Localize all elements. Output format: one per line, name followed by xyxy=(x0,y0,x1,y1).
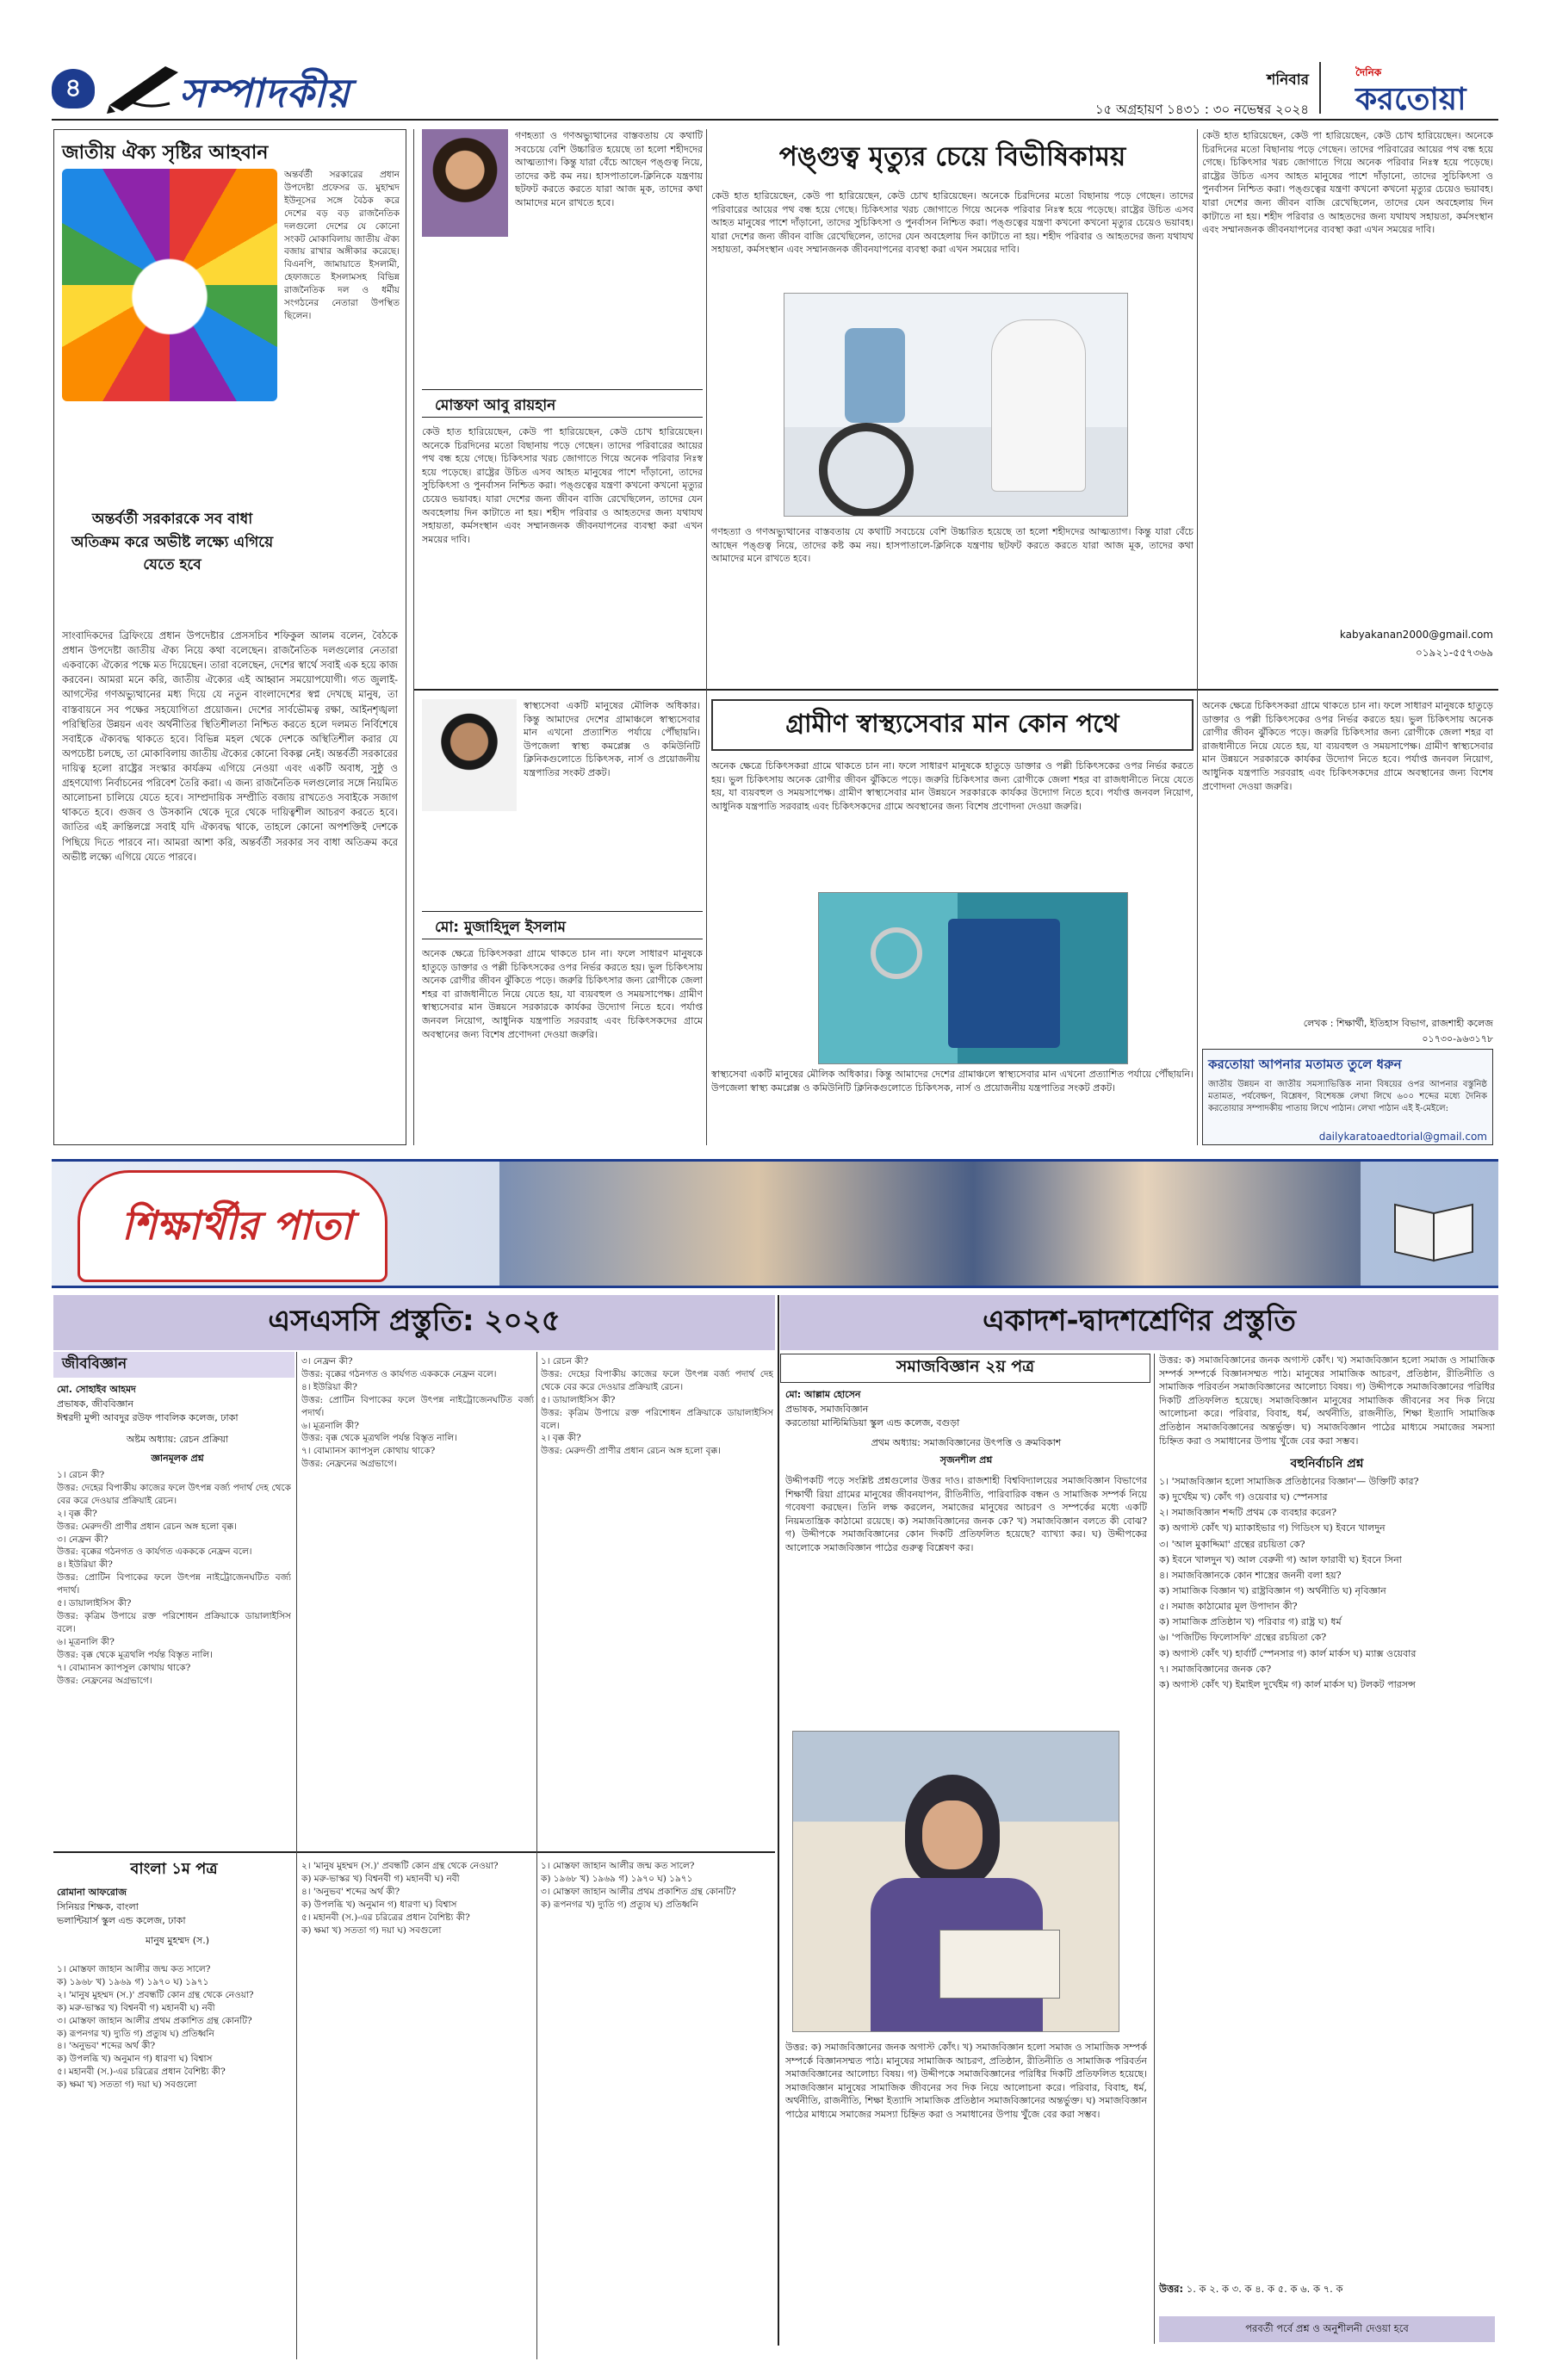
article1-body2: কেউ হাত হারিয়েছেন, কেউ পা হারিয়েছেন, কেউ চোখ হারিয়েছেন। অনেকে চিরদিনের মতো বিছানায় পড়ে গেছেন। তাদের পরিবারের আয়ের পথ বন্ধ হয়ে গেছে। চিকিৎসার খরচ জোগাতে গিয়ে অনেক পরিবার নিঃস্ব হয়ে পড়েছে। রাষ্ট্রের উচিত এসব আহত মানুষের পাশে দাঁড়ানো, তাদের সুচিকিৎসা ও পুনর্বাসন নিশ্চিত করা। পঙ্গুত্বের যন্ত্রণা কখনো কখনো মৃত্যুর চেয়েও ভয়াবহ। যারা দেশের জন্য জীবন বাজি রেখেছিলেন, তাদের যেন অবহেলায় দিন কাটাতে না হয়। শহীদ পরিবার ও আহতদের জন্য যথাযথ সহায়তা, কর্মসংস্থান এবং সম্মানজনক জীবনযাপনের ব্যবস্থা করা এখন সময়ের দাবি। xyxy=(422,426,703,545)
ssc-q1-line: ৩। নেফ্রন কী? xyxy=(301,1356,353,1367)
article2-headline-box xyxy=(711,699,1194,751)
hsc-header xyxy=(780,1295,1498,1350)
hsc-teacher: মো: আল্লাম হোসেন xyxy=(785,1389,861,1400)
article1-body-mid: কেউ হাত হারিয়েছেন, কেউ পা হারিয়েছেন, কেউ চোখ হারিয়েছেন। অনেকে চিরদিনের মতো বিছানায় পড়ে গেছেন। তাদের পরিবারের আয়ের পথ বন্ধ হয়ে গেছে। চিকিৎসার খরচ জোগাতে গিয়ে অনেক পরিবার নিঃস্ব হয়ে পড়েছে। রাষ্ট্রের উচিত এসব আহত মানুষের পাশে দাঁড়ানো, তাদের সুচিকিৎসা ও পুনর্বাসন নিশ্চিত করা। পঙ্গুত্বের যন্ত্রণা কখনো কখনো মৃত্যুর চেয়েও ভয়াবহ। যারা দেশের জন্য জীবন বাজি রেখেছিলেন, তাদের যেন অবহেলায় দিন কাটাতে না হয়। শহীদ পরিবার ও আহতদের জন্য যথাযথ সহায়তা, কর্মসংস্থান এবং সম্মানজনক জীবনযাপনের ব্যবস্থা করা এখন সময়ের দাবি। xyxy=(711,190,1194,256)
ssc-q2-line: ৩। মোস্তফা জাহান আলীর প্রথম প্রকাশিত গ্রন্থ কোনটি? xyxy=(57,2015,252,2026)
author1-rule xyxy=(422,389,703,390)
opinion-text: জাতীয় উন্নয়ন বা জাতীয় সমস্যাভিত্তিক নানা বিষয়ের ওপর আপনার বস্তুনিষ্ঠ মতামত, পর্যবেক্ষণ, বিশ্লেষণ, বিশেষজ্ঞ লেখা লিখে ৬০০ শব্দের মধ্যে দৈনিক করতোয়ার সম্পাদকীয় পাতায় লিখে পাঠান। লেখা পাঠান এই ই-মেইলে: xyxy=(1208,1080,1487,1114)
opinion-email[interactable]: dailykaratoaedtorial@gmail.com xyxy=(1318,1131,1487,1143)
ssc-q1-line: উত্তর: কৃত্রিম উপায়ে রক্ত পরিশোধন প্রক্রিয়াকে ডায়ালাইসিস বলে। xyxy=(541,1407,773,1431)
hsc-teacher-role: প্রভাষক, সমাজবিজ্ঞান xyxy=(785,1403,869,1415)
ssc-q1-line: উত্তর: বৃক্ক থেকে মূত্রথলি পর্যন্ত বিস্তৃত নালি। xyxy=(57,1649,213,1660)
ssc-q2-line: ক) ক্ষমা খ) সততা গ) দয়া ঘ) সবগুলো xyxy=(301,1924,442,1936)
article2-writer-note: লেখক : শিক্ষার্থী, ইতিহাস বিভাগ, রাজশাহী কলেজ xyxy=(1303,1018,1493,1029)
ssc-questions2 xyxy=(57,1963,291,2342)
ssc-teacher2-role: সিনিয়র শিক্ষক, বাংলা xyxy=(57,1900,139,1912)
ssc-q2-line: ১। মোস্তফা জাহান আলীর জন্ম কত সালে? xyxy=(57,1964,211,1974)
hsc-subject-box xyxy=(780,1354,1150,1383)
ssc-teacher2: রোমানা আফরোজ xyxy=(57,1887,127,1898)
mid-rule xyxy=(413,689,1498,691)
article2-phone: ০১৭৩০-৯৬৩১৭৮ xyxy=(1422,1033,1493,1044)
article2-author: মো: মুজাহিদুল ইসলাম xyxy=(435,919,566,936)
student-reading-image xyxy=(792,1731,1119,2032)
ssc-q1-line: উত্তর: নেফ্রনের অগ্রভাগে। xyxy=(57,1675,152,1686)
hsc-subject: সমাজবিজ্ঞান ২য় পত্র xyxy=(896,1357,1035,1376)
section-divider xyxy=(778,1295,779,2346)
col-rule-3 xyxy=(1197,129,1198,1145)
ssc-q1-line: ১। রেচন কী? xyxy=(541,1356,589,1367)
section-title: সম্পাদকীয় xyxy=(179,70,350,116)
hsc-body: উদ্দীপকটি পড়ে সংশ্লিষ্ট প্রশ্নগুলোর উত্তর দাও। রাজশাহী বিশ্ববিদ্যালয়ের সমাজবিজ্ঞান বিভাগের শিক্ষার্থী রিয়া গ্রামের মানুষের জীবনযাপন, রীতিনীতি, পারিবারিক বন্ধন ও সামাজিক সম্পর্ক নিয়ে গবেষণা করছেন। তিনি লক্ষ করলেন, সমাজের মানুষের আচরণ ও সম্পর্কের মধ্যে একটি নিয়মতান্ত্রিক কাঠামো রয়েছে। ক) সমাজবিজ্ঞানের জনক কে? খ) সমাজবিজ্ঞান বলতে কী বোঝ? গ) উদ্দীপকে সমাজবিজ্ঞানের কোন দিকটি প্রতিফলিত হয়েছে? ব্যাখ্যা কর। ঘ) উদ্দীপকের আলোকে সমাজবিজ্ঞান পাঠের গুরুত্ব বিশ্লেষণ কর। xyxy=(785,1475,1147,1554)
article1-author: মোস্তফা আবু রায়হান xyxy=(435,397,556,414)
hsc-answer: উত্তর: ক) সমাজবিজ্ঞানের জনক অগাস্ট কোঁৎ। খ) সমাজবিজ্ঞান হলো সমাজ ও সামাজিক সম্পর্ক সম্পর্কে বিজ্ঞানসম্মত পাঠ। মানুষের সামাজিক আচরণ, প্রতিষ্ঠান, রীতিনীতি ও সামাজিক পরিবর্তন সমাজবিজ্ঞানের আলোচ্য বিষয়। গ) উদ্দীপকে সমাজবিজ্ঞানের পরিধির দিকটি প্রতিফলিত হয়েছে। সমাজবিজ্ঞান মানুষের সামাজিক জীবনের সব দিক নিয়ে আলোচনা করে। পরিবার, বিবাহ, ধর্ম, অর্থনীতি, রাজনীতি, শিক্ষা ইত্যাদি সামাজিক প্রতিষ্ঠান সমাজবিজ্ঞানের অন্তর্ভুক্ত। ঘ) সমাজবিজ্ঞান পাঠের মাধ্যমে সমাজের সমস্যা চিহ্নিত করা ও সমাধানের উপায় খুঁজে বের করা সম্ভব। xyxy=(785,2042,1147,2121)
ssc-q2-line: ৫। মহানবী (স.)-এর চরিত্রের প্রধান বৈশিষ্ট্য কী? xyxy=(57,2067,226,2078)
hsc-answer-key xyxy=(1159,2282,1495,2298)
ssc-q2-line: ক) রূপনগর খ) দ্যুতি গ) প্রত্যুষ ঘ) প্রতিধ্বনি xyxy=(541,1899,698,1910)
ssc-q1-line: উত্তর: দেহের বিপাকীয় কাজের ফলে উৎপন্ন বর্জ্য পদার্থ দেহ থেকে বের করে দেওয়ার প্রক্রিয়াই রেচন। xyxy=(57,1482,291,1506)
ssc-q1-line: ১। রেচন কী? xyxy=(57,1470,105,1480)
ssc-chapter1: অষ্টম অধ্যায়: রেচন প্রক্রিয়া xyxy=(126,1433,229,1445)
article2-headline: গ্রামীণ স্বাস্থ্যসেবার মান কোন পথে xyxy=(785,708,1119,738)
ssc-q1-line: ৫। ডায়ালাইসিস কী? xyxy=(541,1394,616,1405)
hsc-teacher-school: করতোয়া মাল্টিমিডিয়া স্কুল এন্ড কলেজ, বগুড়া xyxy=(785,1417,960,1429)
ssc-q1-line: উত্তর: বৃক্ক থেকে মূত্রথলি পর্যন্ত বিস্তৃত নালি। xyxy=(301,1433,457,1444)
paper-logo xyxy=(1319,62,1498,117)
ssc-subject1: জীববিজ্ঞান xyxy=(62,1355,127,1373)
ssc-questions2-col2 xyxy=(301,1860,534,2342)
ssc-teacher1-school: ঈশ্বরদী মুন্সী আবদুর রউফ পাবলিক কলেজ, ঢাকা xyxy=(57,1412,239,1423)
pen-icon xyxy=(105,62,183,114)
article2-body1: স্বাস্থ্যসেবা একটি মানুষের মৌলিক অধিকার। কিন্তু আমাদের দেশের গ্রামাঞ্চলে স্বাস্থ্যসেবার মান এখনো প্রত্যাশিত পর্যায়ে পৌঁছায়নি। উপজেলা স্বাস্থ্য কমপ্লেক্স ও কমিউনিটি ক্লিনিকগুলোতে চিকিৎসক, নার্স ও প্রয়োজনীয় যন্ত্রপাতির সংকট প্রকট। xyxy=(524,700,700,779)
article2-body-right: অনেক ক্ষেত্রে চিকিৎসকরা গ্রামে থাকতে চান না। ফলে সাধারণ মানুষকে হাতুড়ে ডাক্তার ও পল্লী চিকিৎসকের ওপর নির্ভর করতে হয়। ভুল চিকিৎসায় অনেক রোগীর জীবন ঝুঁকিতে পড়ে। জরুরি চিকিৎসার জন্য রোগীকে জেলা শহর বা রাজধানীতে নিয়ে যেতে হয়, যা ব্যয়বহুল ও সময়সাপেক্ষ। গ্রামীণ স্বাস্থ্যসেবার মান উন্নয়নে সরকারকে কার্যকর উদ্যোগ নিতে হবে। পর্যাপ্ত জনবল নিয়োগ, আধুনিক যন্ত্রপাতি সরবরাহ এবং চিকিৎসকদের গ্রামে অবস্থানের জন্য বিশেষ প্রণোদনা দেওয়া জরুরি। xyxy=(1202,700,1493,792)
masthead xyxy=(52,62,1498,117)
ssc-q2-line: ক) উপলব্ধি খ) অনুমান গ) ধারণা ঘ) বিশ্বাস xyxy=(301,1899,457,1910)
hsc-mcq-line: ক) অগাস্ট কোঁৎ খ) ম্যাকাইভার গ) গিডিংস ঘ) ইবনে খালদুন xyxy=(1159,1522,1386,1534)
ssc-section1: জ্ঞানমূলক প্রশ্ন xyxy=(151,1453,204,1464)
hsc-section: সৃজনশীল প্রশ্ন xyxy=(939,1454,993,1466)
ssc-q1-line: ২। বৃক্ক কী? xyxy=(541,1433,581,1444)
ssc-q1-line: ৭। বোম্যানস ক্যাপসুল কোথায় থাকে? xyxy=(301,1446,436,1457)
hsc-mcq-line: ক) ইবনে খালদুন খ) আল বেরুনী গ) আল ফারাবী ঘ) ইবনে সিনা xyxy=(1159,1553,1402,1565)
ssc-q2-line: ক) ক্ষমা খ) সততা গ) দয়া ঘ) সবগুলো xyxy=(57,2079,197,2091)
ssc-header xyxy=(53,1295,775,1350)
ssc-q2-line: ১। মোস্তফা জাহান আলীর জন্ম কত সালে? xyxy=(541,1861,695,1871)
opinion-box xyxy=(1202,1049,1493,1145)
ssc-q1-line: ৪। ইউরিয়া কী? xyxy=(301,1381,357,1392)
ssc-q1-line: উত্তর: মেরুদণ্ডী প্রাণীর প্রধান রেচন অঙ্গ হলো বৃক্ক। xyxy=(541,1446,721,1457)
hsc-mcq-line: ৩। 'আল মুকাদ্দিমা' গ্রন্থের রচয়িতা কে? xyxy=(1159,1538,1305,1550)
ssc-q2-line: ক) মরু-ভাস্কর খ) বিশ্বনবী গ) মহানবী ঘ) নবী xyxy=(57,2002,215,2013)
paper-name: করতোয়া xyxy=(1355,82,1466,117)
ssc-q1-line: উত্তর: প্রোটিন বিপাকের ফলে উৎপন্ন নাইট্রোজেনঘটিত বর্জ্য পদার্থ। xyxy=(57,1572,291,1596)
ssc-teacher2-school: ভলান্টিয়ার্স স্কুল এন্ড কলেজ, ঢাকা xyxy=(57,1915,186,1926)
ssc-teacher1-role: প্রভাষক, জীববিজ্ঞান xyxy=(57,1398,134,1410)
hsc-footer: পরবর্তী পর্বে প্রশ্ন ও অনুশীলনী দেওয়া হবে xyxy=(1245,2321,1409,2334)
hsc-mcq-line: ৬। 'পজিটিভ ফিলোসফি' গ্রন্থের রচয়িতা কে? xyxy=(1159,1632,1327,1644)
ssc-q2-line: ক) ১৯৬৮ খ) ১৯৬৯ গ) ১৯৭০ ঘ) ১৯৭১ xyxy=(541,1873,693,1884)
author2-rule xyxy=(422,911,703,912)
ssc-teacher1: মো. সোহাইব আহমদ xyxy=(57,1384,136,1395)
ssc-questions1-col3 xyxy=(541,1355,773,1848)
ssc-q2-line: ২। 'মানুষ মুহম্মদ (স.)' প্রবন্ধটি কোন গ্রন্থ থেকে নেওয়া? xyxy=(301,1861,499,1871)
author1-rule-2 xyxy=(422,417,703,418)
ssc-q2-line: ক) ১৯৬৮ খ) ১৯৬৯ গ) ১৯৭০ ঘ) ১৯৭১ xyxy=(57,1976,209,1987)
article1-body1: গণহত্যা ও গণঅভ্যুত্থানের বাস্তবতায় যে কথাটি সবচেয়ে বেশি উচ্চারিত হয়েছে তা হলো শহীদদের আত্মত্যাগ। কিন্তু যারা বেঁচে আছেন পঙ্গুত্ব নিয়ে, তাদের কষ্ট কম নয়। হাসপাতালে-ক্লিনিকে যন্ত্রণায় ছটফট করতে করতে যারা আজ মূক, তাদের কথা আমাদের মনে রাখতে হবে। xyxy=(515,130,703,209)
ssc-q1-line: ৩। নেফ্রন কী? xyxy=(57,1534,108,1545)
col-rule-2 xyxy=(706,129,707,1145)
hsc-answer-right: উত্তর: ক) সমাজবিজ্ঞানের জনক অগাস্ট কোঁৎ। খ) সমাজবিজ্ঞান হলো সমাজ ও সামাজিক সম্পর্ক সম্পর্কে বিজ্ঞানসম্মত পাঠ। মানুষের সামাজিক আচরণ, প্রতিষ্ঠান, রীতিনীতি ও সামাজিক পরিবর্তন সমাজবিজ্ঞানের আলোচ্য বিষয়। গ) উদ্দীপকে সমাজবিজ্ঞানের পরিধির দিকটি প্রতিফলিত হয়েছে। সমাজবিজ্ঞান মানুষের সামাজিক জীবনের সব দিক নিয়ে আলোচনা করে। পরিবার, বিবাহ, ধর্ম, অর্থনীতি, রাজনীতি, শিক্ষা ইত্যাদি সামাজিক প্রতিষ্ঠান সমাজবিজ্ঞানের অন্তর্ভুক্ত। ঘ) সমাজবিজ্ঞান পাঠের মাধ্যমে সমাজের সমস্যা চিহ্নিত করা ও সমাধানের উপায় খুঁজে বের করা সম্ভব। xyxy=(1159,1354,1495,1447)
article1-email: kabyakanan2000@gmail.com xyxy=(1339,629,1493,641)
ssc-q2-line: ৪। 'অনুভব' শব্দের অর্থ কী? xyxy=(57,2041,156,2052)
hsc-mcq-line: ৪। সমাজবিজ্ঞানকে কোন শাস্ত্রের জননী বলা হয়? xyxy=(1159,1569,1342,1581)
hsc-mcq-line: ক) অগাস্ট কোঁৎ খ) হার্বার্ট স্পেনসার গ) কার্ল মার্কস ঘ) ম্যাক্স ওয়েবার xyxy=(1159,1647,1417,1659)
ssc-questions1-col2 xyxy=(301,1355,534,1848)
ssc-q1-line: উত্তর: মেরুদণ্ডী প্রাণীর প্রধান রেচন অঙ্গ হলো বৃক্ক। xyxy=(57,1521,237,1532)
hsc-mcq-line: ২। সমাজবিজ্ঞান শব্দটি প্রথম কে ব্যবহার করেন? xyxy=(1159,1507,1337,1519)
ssc-q2-line: ক) রূপনগর খ) দ্যুতি গ) প্রত্যুষ ঘ) প্রতিধ্বনি xyxy=(57,2028,214,2039)
editorial-pullquote-box xyxy=(69,482,276,603)
ssc-subject2-tab xyxy=(53,1856,294,1882)
article1-body-right: কেউ হাত হারিয়েছেন, কেউ পা হারিয়েছেন, কেউ চোখ হারিয়েছেন। অনেকে চিরদিনের মতো বিছানায় পড়ে গেছেন। তাদের পরিবারের আয়ের পথ বন্ধ হয়ে গেছে। চিকিৎসার খরচ জোগাতে গিয়ে অনেক পরিবার নিঃস্ব হয়ে পড়েছে। রাষ্ট্রের উচিত এসব আহত মানুষের পাশে দাঁড়ানো, তাদের সুচিকিৎসা ও পুনর্বাসন নিশ্চিত করা। পঙ্গুত্বের যন্ত্রণা কখনো কখনো মৃত্যুর চেয়েও ভয়াবহ। যারা দেশের জন্য জীবন বাজি রেখেছিলেন, তাদের যেন অবহেলায় দিন কাটাতে না হয়। শহীদ পরিবার ও আহতদের জন্য যথাযথ সহায়তা, কর্মসংস্থান এবং সম্মানজনক জীবনযাপনের ব্যবস্থা করা এখন সময়ের দাবি। xyxy=(1202,130,1493,236)
wheelchair-image xyxy=(784,293,1128,517)
ssc-q1-line: ৭। বোম্যানস ক্যাপসুল কোথায় থাকে? xyxy=(57,1662,191,1673)
ssc-q1-line: ৫। ডায়ালাইসিস কী? xyxy=(57,1598,132,1609)
ssc-q1-line: উত্তর: নেফ্রনের অগ্রভাগে। xyxy=(301,1459,397,1470)
unity-hands-image xyxy=(62,169,277,401)
ssc-questions2-col3 xyxy=(541,1860,773,2342)
hsc-mcq-line: ক) দুর্খেইম খ) কোঁৎ গ) ওয়েবার ঘ) স্পেনসার xyxy=(1159,1491,1328,1503)
ssc-q2-line: ৫। মহানবী (স.)-এর চরিত্রের প্রধান বৈশিষ্ট্য কী? xyxy=(301,1912,470,1923)
hsc-footer-bar xyxy=(1159,2316,1495,2342)
editorial-body: সাংবাদিকদের ব্রিফিংয়ে প্রধান উপদেষ্টার প্রেসসচিব শফিকুল আলম বলেন, বৈঠকে প্রধান উপদেষ্টা জাতীয় ঐক্য নিয়ে কথা বলেছেন। রাজনৈতিক দলগুলোর নেতারা একবাক্যে ঐক্যের পক্ষে মত দিয়েছেন। তারা বলেছেন, দেশের স্বার্থে সবাই এক হয়ে কাজ করবেন। আমরা মনে করি, জাতীয় ঐক্যের এই আহ্বান সময়োপযোগী। গত জুলাই-আগস্টের গণঅভ্যুত্থানের মধ্য দিয়ে যে নতুন বাংলাদেশের স্বপ্ন দেখছে মানুষ, তা বাস্তবায়নে সব পক্ষের সহযোগিতা প্রয়োজন। দেশের সার্বভৌমত্ব রক্ষা, আইনশৃঙ্খলা পরিস্থিতির উন্নয়ন এবং অর্থনীতির স্থিতিশীলতা নিশ্চিত করতে হলে দলমত নির্বিশেষে সবাইকে ঐক্যবদ্ধ থাকতে হবে। বিভিন্ন মহল থেকে দেশকে অস্থিতিশীল করার যে অপচেষ্টা চলছে, তা মোকাবিলায় জাতীয় ঐক্যের কোনো বিকল্প নেই। অন্তর্বর্তী সরকারের দায়িত্ব হলো রাষ্ট্রের সংস্কার কার্যক্রম এগিয়ে নেওয়া এবং একটি অবাধ, সুষ্ঠু ও গ্রহণযোগ্য নির্বাচনের পরিবেশ তৈরি করা। এ জন্য রাজনৈতিক দলগুলোর সঙ্গে নিয়মিত আলোচনা চালিয়ে যেতে হবে। সাম্প্রদায়িক সম্প্রীতি বজায় রাখতেও সবাইকে সজাগ থাকতে হবে। গুজব ও উসকানি থেকে দূরে থেকে দায়িত্বশীল আচরণ করতে হবে। জাতির এই ক্রান্তিলগ্নে সবাই যদি ঐক্যবদ্ধ থাকে, তাহলে কোনো অপশক্তিই দেশকে পিছিয়ে দিতে পারবে না। আমরা আশা করি, অন্তর্বর্তী সরকার সব বাধা অতিক্রম করে অভীষ্ট লক্ষ্যে এগিয়ে যেতে পারবে। xyxy=(62,629,398,863)
ssc-q1-line: ৪। ইউরিয়া কী? xyxy=(57,1559,113,1571)
hsc-answer-key-label: উত্তর: xyxy=(1159,2283,1184,2295)
page-number-badge xyxy=(52,69,95,108)
hsc-mcq-line: ৫। সমাজ কাঠামোর মূল উপাদান কী? xyxy=(1159,1601,1298,1613)
hsc-mcq-line: ১। 'সমাজবিজ্ঞান হলো সামাজিক প্রতিষ্ঠানের বিজ্ঞান'— উক্তিটি কার? xyxy=(1159,1476,1419,1487)
ssc-q2-line: ক) উপলব্ধি খ) অনুমান গ) ধারণা ঘ) বিশ্বাস xyxy=(57,2054,213,2065)
student-banner xyxy=(52,1159,1498,1288)
ssc-q1-line: ৬। মূত্রনালি কী? xyxy=(301,1420,359,1431)
students-photo xyxy=(499,1162,1361,1288)
ssc-q1-line: উত্তর: বৃক্কের গঠনগত ও কার্যগত একককে নেফ্রন বলে। xyxy=(301,1368,497,1379)
editorial-side-text: অন্তর্বর্তী সরকারের প্রধান উপদেষ্টা প্রফেসর ড. মুহাম্মদ ইউনূসের সঙ্গে বৈঠক করে দেশের বড় বড় রাজনৈতিক দলগুলো দেশের যে কোনো সংকট মোকাবিলায় জাতীয় ঐক্য বজায় রাখার অঙ্গীকার করেছে। বিএনপি, জামায়াতে ইসলামী, হেফাজতে ইসলামসহ বিভিন্ন রাজনৈতিক দল ও ধর্মীয় সংগঠনের নেতারা উপস্থিত ছিলেন। xyxy=(284,170,400,321)
hsc-answer-key-text: ১. ক ২. ক ৩. ক ৪. ক ৫. ক ৬. ক ৭. ক xyxy=(1186,2283,1343,2295)
date-line: ১৫ অগ্রহায়ণ ১৪৩১ : ৩০ নভেম্বর ২০২৪ xyxy=(1094,102,1309,117)
hsc-mcq-title: বহুনির্বাচনি প্রশ্ন xyxy=(1290,1457,1364,1471)
article1-headline: পঙ্গুত্ব মৃত্যুর চেয়ে বিভীষিকাময় xyxy=(778,141,1126,172)
hsc-mcq-line: ৭। সমাজবিজ্ঞানের জনক কে? xyxy=(1159,1663,1272,1675)
hsc-title: একাদশ-দ্বাদশশ্রেণির প্রস্তুতি xyxy=(983,1303,1296,1338)
editorial-pullquote: অন্তর্বর্তী সরকারকে সব বাধা অতিক্রম করে অভীষ্ট লক্ষ্যে এগিয়ে যেতে হবে xyxy=(71,511,274,574)
hsc-mcq-line: ক) সামাজিক বিজ্ঞান খ) রাষ্ট্রবিজ্ঞান গ) অর্থনীতি ঘ) নৃবিজ্ঞান xyxy=(1159,1584,1386,1596)
ssc-q1-line: উত্তর: দেহের বিপাকীয় কাজের ফলে উৎপন্ন বর্জ্য পদার্থ দেহ থেকে বের করে দেওয়ার প্রক্রিয়াই রেচন। xyxy=(541,1368,773,1392)
ssc-q2-line: ৪। 'অনুভব' শব্দের অর্থ কী? xyxy=(301,1886,400,1897)
article2-body-mid: অনেক ক্ষেত্রে চিকিৎসকরা গ্রামে থাকতে চান না। ফলে সাধারণ মানুষকে হাতুড়ে ডাক্তার ও পল্লী চিকিৎসকের ওপর নির্ভর করতে হয়। ভুল চিকিৎসায় অনেক রোগীর জীবন ঝুঁকিতে পড়ে। জরুরি চিকিৎসার জন্য রোগীকে জেলা শহর বা রাজধানীতে নিয়ে যেতে হয়, যা ব্যয়বহুল ও সময়সাপেক্ষ। গ্রামীণ স্বাস্থ্যসেবার মান উন্নয়নে সরকারকে কার্যকর উদ্যোগ নিতে হবে। পর্যাপ্ত জনবল নিয়োগ, আধুনিক যন্ত্রপাতি সরবরাহ এবং চিকিৎসকদের গ্রামে অবস্থানের জন্য বিশেষ প্রণোদনা দেওয়া জরুরি। xyxy=(711,760,1194,812)
ssc-col-rule-1 xyxy=(296,1352,297,2359)
author2-photo xyxy=(422,699,517,811)
hsc-teacher-block xyxy=(785,1388,1147,1468)
hsc-mcq-list xyxy=(1159,1474,1495,2266)
article2-body3: স্বাস্থ্যসেবা একটি মানুষের মৌলিক অধিকার। কিন্তু আমাদের দেশের গ্রামাঞ্চলে স্বাস্থ্যসেবার মান এখনো প্রত্যাশিত পর্যায়ে পৌঁছায়নি। উপজেলা স্বাস্থ্য কমপ্লেক্স ও কমিউনিটি ক্লিনিকগুলোতে চিকিৎসক, নার্স ও প্রয়োজনীয় যন্ত্রপাতির সংকট প্রকট। xyxy=(711,1069,1194,1094)
ssc-subject1-tab xyxy=(53,1352,294,1378)
ssc-teacher2-block xyxy=(57,1886,298,1948)
ssc-q1-line: ৬। মূত্রনালি কী? xyxy=(57,1636,115,1647)
opinion-title: করতোয়া আপনার মতামত তুলে ধরুন xyxy=(1208,1057,1402,1072)
day-label: শনিবার xyxy=(1267,71,1309,89)
paper-small: দৈনিক xyxy=(1355,66,1382,78)
hsc-mcq-line: ক) সামাজিক প্রতিষ্ঠান খ) পরিবার গ) রাষ্ট্র ঘ) ধর্ম xyxy=(1159,1616,1342,1628)
editorial-headline: জাতীয় ঐক্য সৃষ্টির আহবান xyxy=(62,142,269,164)
student-banner-title: শিক্ষার্থীর পাতা xyxy=(121,1202,352,1249)
doctor-image xyxy=(818,892,1128,1064)
article2-body2: অনেক ক্ষেত্রে চিকিৎসকরা গ্রামে থাকতে চান না। ফলে সাধারণ মানুষকে হাতুড়ে ডাক্তার ও পল্লী চিকিৎসকের ওপর নির্ভর করতে হয়। ভুল চিকিৎসায় অনেক রোগীর জীবন ঝুঁকিতে পড়ে। জরুরি চিকিৎসার জন্য রোগীকে জেলা শহর বা রাজধানীতে নিয়ে যেতে হয়, যা ব্যয়বহুল ও সময়সাপেক্ষ। গ্রামীণ স্বাস্থ্যসেবার মান উন্নয়নে সরকারকে কার্যকর উদ্যোগ নিতে হবে। পর্যাপ্ত জনবল নিয়োগ, আধুনিক যন্ত্রপাতি সরবরাহ এবং চিকিৎসকদের গ্রামে অবস্থানের জন্য বিশেষ প্রণোদনা দেওয়া জরুরি। xyxy=(422,948,703,1040)
page-number: ৪ xyxy=(65,72,82,103)
author1-photo xyxy=(422,129,508,237)
book-icon xyxy=(1386,1187,1481,1265)
ssc-subject2: বাংলা ১ম পত্র xyxy=(130,1859,218,1878)
hsc-chapter: প্রথম অধ্যায়: সমাজবিজ্ঞানের উৎপত্তি ও ক্রমবিকাশ xyxy=(871,1436,1062,1448)
ssc-col-rule-2 xyxy=(536,1352,537,2359)
article1-body3: গণহত্যা ও গণঅভ্যুত্থানের বাস্তবতায় যে কথাটি সবচেয়ে বেশি উচ্চারিত হয়েছে তা হলো শহীদদের আত্মত্যাগ। কিন্তু যারা বেঁচে আছেন পঙ্গুত্ব নিয়ে, তাদের কষ্ট কম নয়। হাসপাতালে-ক্লিনিকে যন্ত্রণায় ছটফট করতে করতে যারা আজ মূক, তাদের কথা আমাদের মনে রাখতে হবে। xyxy=(711,526,1194,565)
ssc-questions1 xyxy=(57,1469,291,1848)
col-rule-1 xyxy=(413,129,414,1145)
hsc-col-rule xyxy=(1154,1354,1155,2344)
date-block xyxy=(947,69,1309,121)
article1-phone: ০১৯২১-৫৫৭৩৬৯ xyxy=(1415,647,1493,659)
masthead-rule xyxy=(52,119,1498,121)
ssc-chapter2: মানুষ মুহম্মদ (স.) xyxy=(145,1934,210,1946)
ssc-title: এসএসসি প্রস্তুতি: ২০২৫ xyxy=(268,1303,561,1338)
ssc-split-rule xyxy=(53,1851,775,1853)
ssc-teacher1-block xyxy=(57,1383,298,1466)
hsc-mcq-line: ক) অগাস্ট কোঁৎ খ) ইমাইল দুর্খেইম গ) কার্ল মার্কস ঘ) টলকট পারসন্স xyxy=(1159,1678,1416,1690)
ssc-q2-line: ৩। মোস্তফা জাহান আলীর প্রথম প্রকাশিত গ্রন্থ কোনটি? xyxy=(541,1886,736,1897)
ssc-q2-line: ক) মরু-ভাস্কর খ) বিশ্বনবী গ) মহানবী ঘ) নবী xyxy=(301,1873,460,1884)
ssc-q1-line: উত্তর: কৃত্রিম উপায়ে রক্ত পরিশোধন প্রক্রিয়াকে ডায়ালাইসিস বলে। xyxy=(57,1610,291,1634)
ssc-q1-line: উত্তর: প্রোটিন বিপাকের ফলে উৎপন্ন নাইট্রোজেনঘটিত বর্জ্য পদার্থ। xyxy=(301,1394,534,1418)
ssc-q1-line: উত্তর: বৃক্কের গঠনগত ও কার্যগত একককে নেফ্রন বলে। xyxy=(57,1546,252,1558)
ssc-q1-line: ২। বৃক্ক কী? xyxy=(57,1508,97,1519)
ssc-q2-line: ২। 'মানুষ মুহম্মদ (স.)' প্রবন্ধটি কোন গ্রন্থ থেকে নেওয়া? xyxy=(57,1989,254,2000)
